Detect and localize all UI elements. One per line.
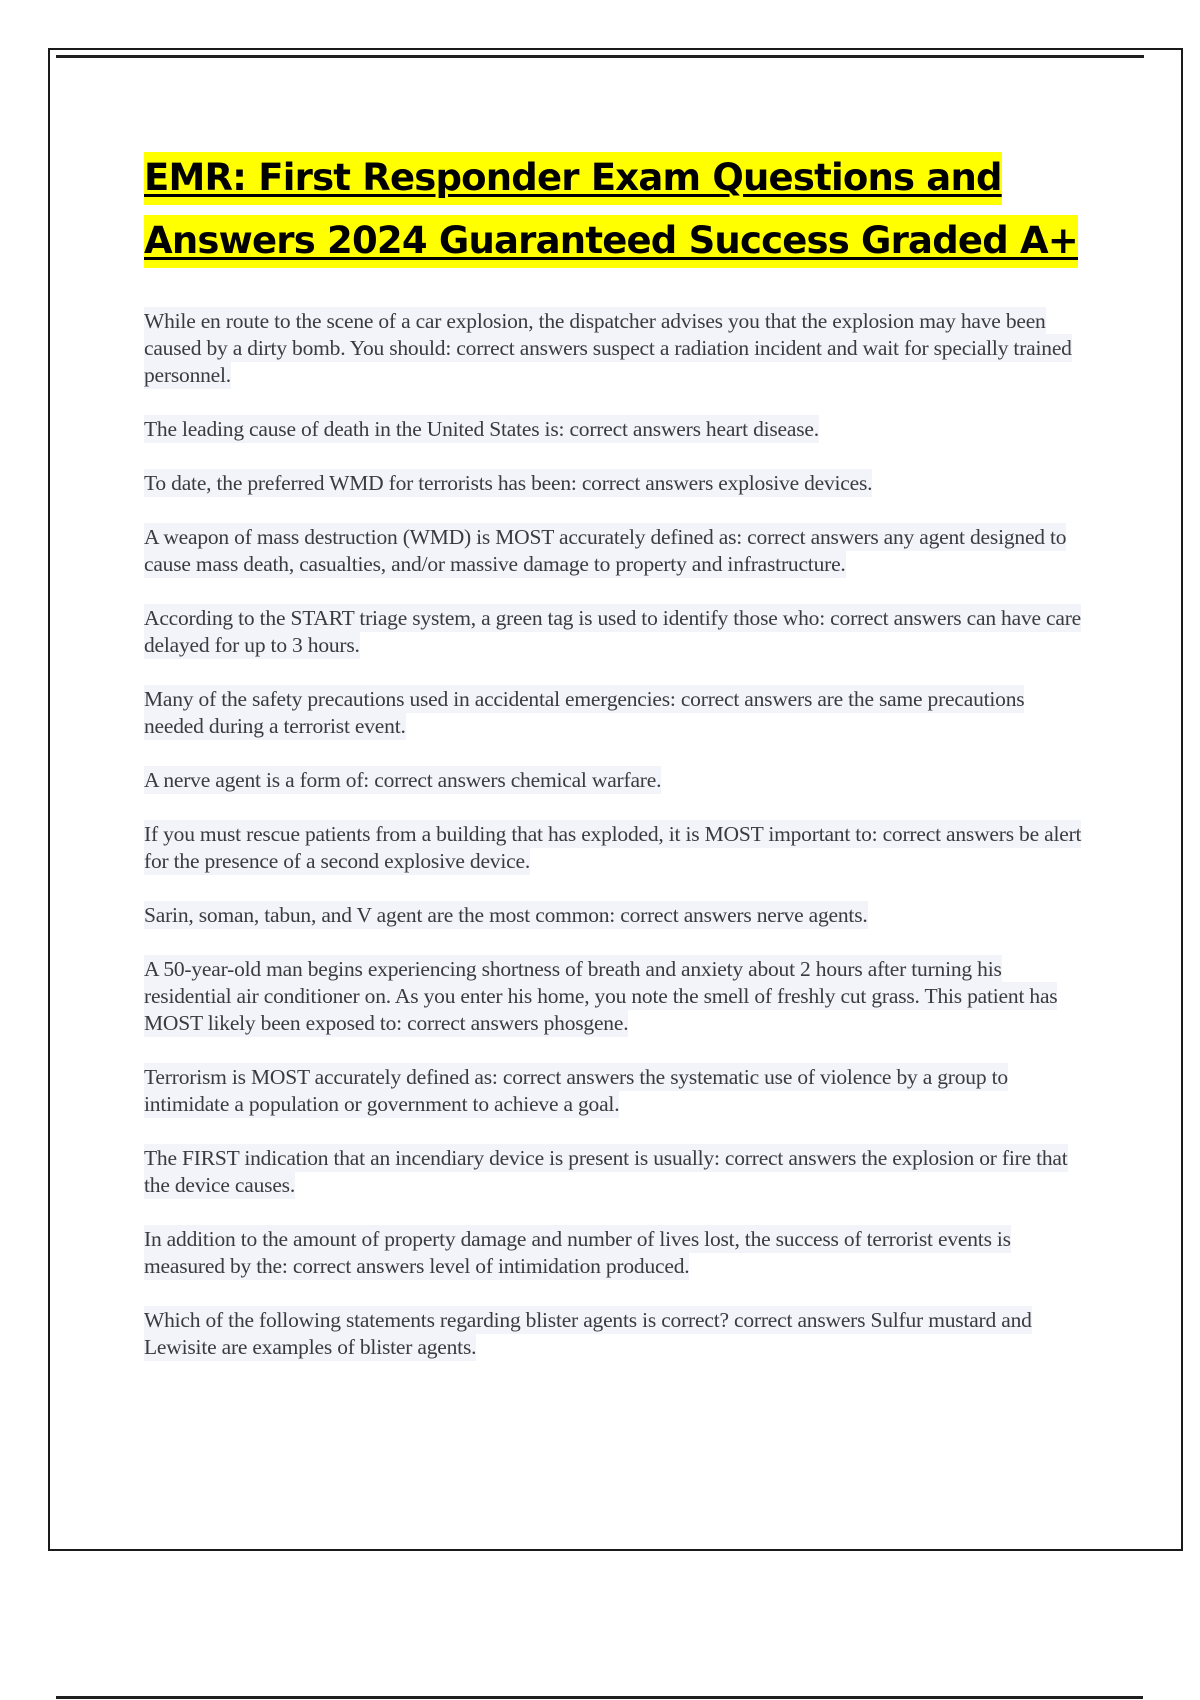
qa-item bbox=[144, 956, 1084, 1037]
qa-item bbox=[144, 416, 1084, 443]
qa-text: If you must rescue patients from a building that has exploded, it is MOST important to: correct answers be alert for the presence of a second explosive device. bbox=[144, 822, 1082, 873]
qa-text: In addition to the amount of property damage and number of lives lost, the success of terrorist events is measured by the: correct answers level of intimidation produced. bbox=[144, 1227, 1011, 1278]
qa-text: A 50-year-old man begins experiencing shortness of breath and anxiety about 2 hours after turning his residential air conditioner on. As you enter his home, you note the smell of freshly cut grass. This patient has MOST likely been exposed to: correct answers phosgene. bbox=[144, 957, 1058, 1035]
qa-list bbox=[144, 308, 1084, 1361]
qa-text: Sarin, soman, tabun, and V agent are the most common: correct answers nerve agents. bbox=[144, 903, 868, 927]
qa-text: Which of the following statements regarding blister agents is correct? correct answers Sulfur mustard and Lewisite are examples of blister agents. bbox=[144, 1308, 1032, 1359]
qa-item bbox=[144, 686, 1084, 740]
qa-text: The leading cause of death in the United States is: correct answers heart disease. bbox=[144, 417, 819, 441]
qa-item bbox=[144, 1145, 1084, 1199]
qa-item bbox=[144, 605, 1084, 659]
qa-item bbox=[144, 1064, 1084, 1118]
qa-item bbox=[144, 902, 1084, 929]
qa-text: The FIRST indication that an incendiary device is present is usually: correct answers the explosion or fire that the device causes. bbox=[144, 1146, 1068, 1197]
qa-item bbox=[144, 1226, 1084, 1280]
footer-rule bbox=[56, 1696, 1143, 1699]
document-title-text: EMR: First Responder Exam Questions and Answers 2024 Guaranteed Success Graded A+ bbox=[144, 152, 1078, 268]
document-body bbox=[144, 146, 1084, 1388]
qa-item bbox=[144, 470, 1084, 497]
qa-item bbox=[144, 1307, 1084, 1361]
qa-item bbox=[144, 767, 1084, 794]
qa-text: Terrorism is MOST accurately defined as: correct answers the systematic use of violence by a group to intimidate a population or government to achieve a goal. bbox=[144, 1065, 1008, 1116]
qa-text: A weapon of mass destruction (WMD) is MOST accurately defined as: correct answers any agent designed to cause mass death, casualties, and/or massive damage to property and infrastructure. bbox=[144, 525, 1067, 576]
qa-text: A nerve agent is a form of: correct answers chemical warfare. bbox=[144, 768, 662, 792]
qa-item bbox=[144, 308, 1084, 389]
qa-item bbox=[144, 524, 1084, 578]
qa-text: While en route to the scene of a car explosion, the dispatcher advises you that the explosion may have been caused by a dirty bomb. You should: correct answers suspect a radiation incident and wait for specially trained personnel. bbox=[144, 309, 1072, 387]
qa-text: To date, the preferred WMD for terrorists has been: correct answers explosive devices. bbox=[144, 471, 873, 495]
qa-text: According to the START triage system, a green tag is used to identify those who: correct answers can have care delayed for up to 3 hours. bbox=[144, 606, 1082, 657]
qa-item bbox=[144, 821, 1084, 875]
document-title bbox=[144, 146, 1084, 272]
qa-text: Many of the safety precautions used in accidental emergencies: correct answers are the same precautions needed during a terrorist event. bbox=[144, 687, 1025, 738]
